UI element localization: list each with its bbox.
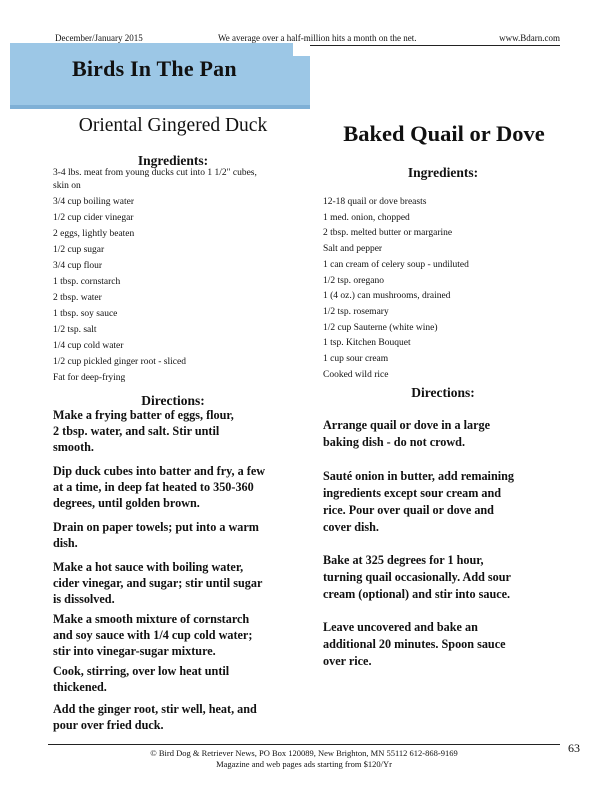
footer-ads: Magazine and web pages ads starting from $120/Yr (216, 759, 392, 769)
list-item: 1/2 cup cider vinegar (53, 213, 134, 223)
recipe1-title: Oriental Gingered Duck (78, 115, 268, 136)
recipe2-title: Baked Quail or Dove (343, 121, 545, 146)
direction-line: Leave uncovered and bake an (323, 620, 478, 634)
list-item: 3-4 lbs. meat from young ducks cut into 1 1/2" cubes, (53, 168, 257, 178)
direction-line: Add the ginger root, stir well, heat, and (53, 702, 257, 716)
direction-line: baking dish - do not crowd. (323, 435, 466, 449)
list-item: 1/2 tsp. oregano (323, 275, 384, 286)
recipe1-directions-heading: Directions: (141, 393, 205, 408)
list-item: 1 tsp. Kitchen Bouquet (323, 338, 411, 349)
footer-address: © Bird Dog & Retriever News, PO Box 120089, New Brighton, MN 55112 612-868-9169 (150, 748, 458, 758)
direction-line: over rice. (323, 654, 372, 668)
list-item: Fat for deep-frying (53, 373, 126, 383)
direction-line: and soy sauce with 1/4 cup cold water; (53, 628, 253, 642)
direction-line: cream (optional) and stir into sauce. (323, 587, 511, 601)
direction-line: at a time, in deep fat heated to 350-360 (53, 480, 254, 494)
list-item: 1 (4 oz.) can mushrooms, drained (323, 291, 451, 302)
list-item: 2 tbsp. melted butter or margarine (323, 228, 453, 239)
direction-line: Sauté onion in butter, add remaining (323, 469, 514, 483)
recipe2-ingredients-heading: Ingredients: (407, 165, 479, 180)
list-item: 1 tbsp. cornstarch (53, 277, 121, 287)
direction-line: cider vinegar, and sugar; stir until sugar (53, 576, 263, 590)
list-item: 1/2 cup sugar (53, 245, 105, 255)
direction-line: Bake at 325 degrees for 1 hour, (323, 553, 484, 567)
list-item: 3/4 cup boiling water (53, 197, 134, 207)
list-item: 1 can cream of celery soup - undiluted (323, 259, 469, 270)
direction-line: additional 20 minutes. Spoon sauce (323, 637, 506, 651)
direction-line: is dissolved. (53, 592, 115, 606)
list-item: 1/2 cup pickled ginger root - sliced (53, 357, 186, 367)
direction-line: pour over fried duck. (53, 718, 164, 732)
direction-line: cover dish. (323, 520, 379, 534)
direction-line: degrees, until golden brown. (53, 496, 200, 510)
recipe2-directions-heading: Directions: (411, 385, 475, 400)
direction-line: 2 tbsp. water, and salt. Stir until (53, 424, 220, 438)
list-item: Cooked wild rice (323, 369, 389, 380)
list-item: Salt and pepper (323, 244, 383, 255)
list-item: 1 med. onion, chopped (323, 212, 410, 223)
section-banner-shadow (10, 105, 310, 109)
list-item: 2 tbsp. water (53, 293, 102, 303)
list-item: 1 tbsp. soy sauce (53, 309, 118, 319)
list-item: skin on (53, 181, 81, 191)
direction-line: stir into vinegar-sugar mixture. (53, 644, 216, 658)
direction-line: ingredients except sour cream and (323, 486, 502, 500)
list-item: 1/2 tsp. salt (53, 325, 97, 335)
direction-line: Make a smooth mixture of cornstarch (53, 612, 250, 626)
direction-line: smooth. (53, 440, 94, 454)
recipe1-ingredients-heading: Ingredients: (137, 153, 209, 168)
direction-line: Make a hot sauce with boiling water, (53, 560, 244, 574)
direction-line: Drain on paper towels; put into a warm (53, 520, 259, 534)
header-tagline: We average over a half-million hits a month on the net. (218, 33, 417, 43)
section-banner-notch (293, 43, 310, 56)
list-item: 3/4 cup flour (53, 261, 103, 271)
direction-line: rice. Pour over quail or dove and (323, 503, 494, 517)
header-date: December/January 2015 (55, 33, 143, 43)
section-title: Birds In The Pan (72, 56, 237, 81)
direction-line: Cook, stirring, over low heat until (53, 664, 230, 678)
list-item: 1 cup sour cream (323, 354, 389, 364)
list-item: 1/4 cup cold water (53, 341, 124, 351)
list-item: 2 eggs, lightly beaten (53, 229, 135, 239)
direction-line: turning quail occasionally. Add sour (323, 570, 511, 584)
footer-divider (48, 744, 560, 745)
list-item: 12-18 quail or dove breasts (323, 197, 427, 207)
direction-line: Make a frying batter of eggs, flour, (53, 408, 234, 422)
direction-line: Arrange quail or dove in a large (323, 418, 491, 432)
direction-line: Dip duck cubes into batter and fry, a few (53, 464, 266, 478)
direction-line: dish. (53, 536, 78, 550)
header-website: www.Bdarn.com (499, 33, 560, 43)
direction-line: thickened. (53, 680, 107, 694)
list-item: 1/2 cup Sauterne (white wine) (323, 322, 438, 333)
list-item: 1/2 tsp. rosemary (323, 306, 389, 317)
page-number: 63 (568, 741, 580, 755)
